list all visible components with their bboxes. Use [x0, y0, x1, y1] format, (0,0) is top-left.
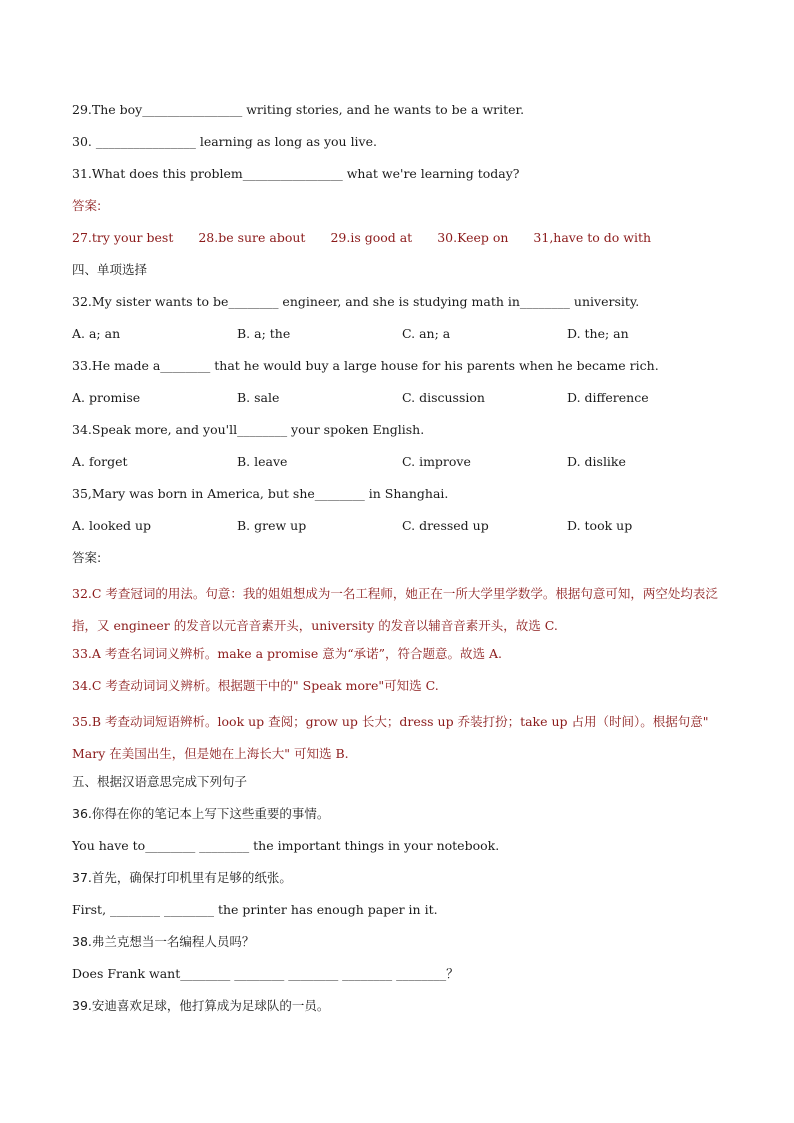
question-29: 29.The boy________________ writing stories, and he wants to be a writer. [72, 102, 525, 117]
option-b: B. a; the [237, 326, 291, 341]
answer-31: 31,have to do with [533, 230, 652, 245]
option-a: A. promise [72, 390, 141, 405]
question-34: 34.Speak more, and you'll________ your spoken English. [72, 422, 425, 437]
question-37-chinese: 37.首先，确保打印机里有足够的纸张。 [72, 870, 292, 885]
question-36-english: You have to________ ________ the important things in your notebook. [72, 838, 500, 853]
question-35-options [72, 514, 732, 546]
answer-label: 答案: [72, 550, 102, 565]
answer-30: 30.Keep on [437, 230, 509, 245]
question-39-chinese: 39.安迪喜欢足球，他打算成为足球队的一员。 [72, 998, 330, 1013]
document-page [72, 98, 732, 1026]
option-b: B. grew up [237, 518, 307, 533]
option-b: B. sale [237, 390, 280, 405]
question-37-english: First, ________ ________ the printer has enough paper in it. [72, 902, 438, 917]
question-32-options [72, 322, 732, 354]
answer-28: 28.be sure about [198, 230, 306, 245]
option-c: C. dressed up [402, 518, 489, 533]
question-32: 32.My sister wants to be________ engineer, and she is studying math in________ university. [72, 294, 640, 309]
option-d: D. dislike [567, 454, 626, 469]
option-c: C. an; a [402, 326, 451, 341]
option-a: A. looked up [72, 518, 152, 533]
question-31: 31.What does this problem________________ what we're learning today? [72, 166, 520, 181]
option-b: B. leave [237, 454, 288, 469]
answers-27-31 [72, 226, 732, 258]
option-d: D. the; an [567, 326, 629, 341]
explanation-34: 34.C 考查动词词义辨析。根据题干中的" Speak more"可知选 C. [72, 678, 439, 693]
explanation-32: 32.C 考查冠词的用法。句意：我的姐姐想成为一名工程师，她正在一所大学里学数学。根据句意可知，两空处均表泛指，又 engineer 的发音以元音音素开头，university 的发音以辅音音素开头，故选 C. [72, 586, 718, 633]
answer-label: 答案: [72, 198, 102, 213]
section-title-5: 五、根据汉语意思完成下列句子 [72, 774, 248, 789]
explanation-35: 35.B 考查动词短语辨析。look up 查阅；grow up 长大；dress up 乔装打扮；take up 占用（时间）。根据句意" Mary 在美国出生，但是她在上海长大" 可知选 B. [72, 714, 709, 761]
question-35: 35,Mary was born in America, but she________ in Shanghai. [72, 486, 449, 501]
question-33-options [72, 386, 732, 418]
section-title-4: 四、单项选择 [72, 262, 148, 277]
question-38-english: Does Frank want________ ________ ________ ________ ________？ [72, 966, 459, 981]
question-30: 30. ________________ learning as long as you live. [72, 134, 377, 149]
option-d: D. took up [567, 518, 633, 533]
option-d: D. difference [567, 390, 649, 405]
question-33: 33.He made a________ that he would buy a large house for his parents when he became rich. [72, 358, 659, 373]
question-38-chinese: 38.弗兰克想当一名编程人员吗？ [72, 934, 255, 949]
option-c: C. discussion [402, 390, 485, 405]
answer-29: 29.is good at [330, 230, 413, 245]
explanation-33: 33.A 考查名词词义辨析。make a promise 意为“承诺”，符合题意。故选 A. [72, 646, 502, 661]
option-c: C. improve [402, 454, 471, 469]
option-a: A. forget [72, 454, 128, 469]
option-a: A. a; an [72, 326, 121, 341]
question-34-options [72, 450, 732, 482]
answer-27: 27.try your best [72, 230, 174, 245]
question-36-chinese: 36.你得在你的笔记本上写下这些重要的事情。 [72, 806, 330, 821]
